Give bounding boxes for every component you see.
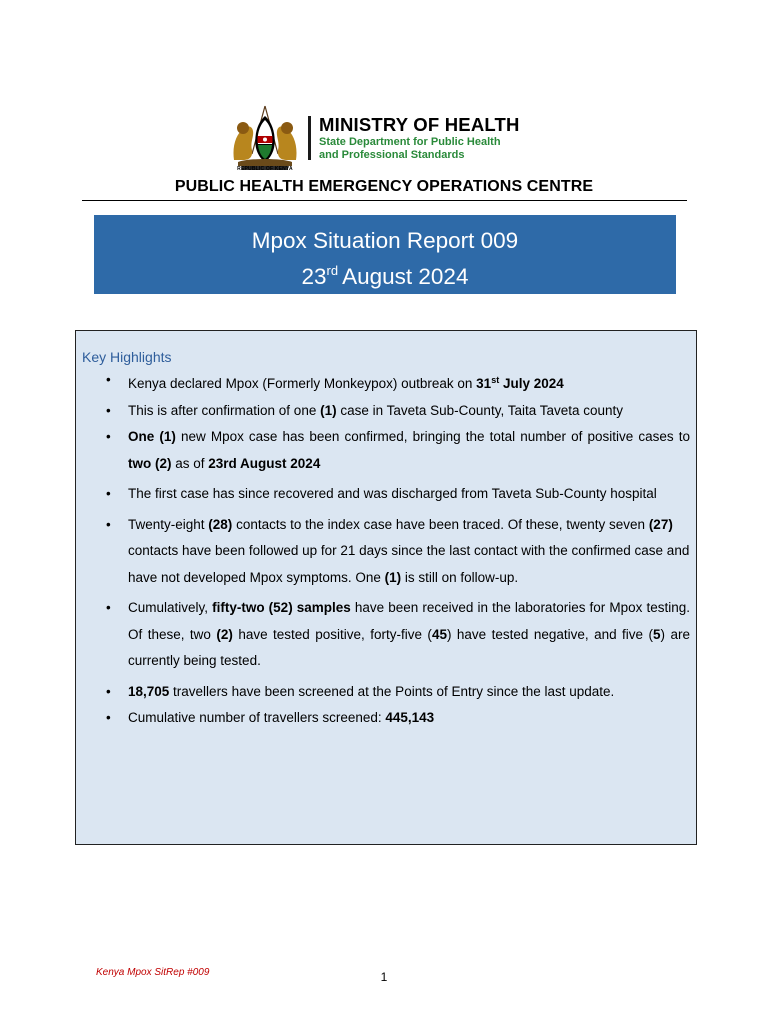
list-item: • Cumulatively, fifty-two (52) samples have been received in the laboratories for Mpox testing. Of these, two (2) have tested positive, forty-five (45) have tested negative, and five (5) are currently being tested. xyxy=(76,595,696,675)
list-item: • Kenya declared Mpox (Formerly Monkeypox) outbreak on 31st July 2024 xyxy=(76,367,696,398)
report-date-month-year: August 2024 xyxy=(342,264,469,289)
page-number: 1 xyxy=(380,970,388,984)
highlights-list xyxy=(76,367,696,732)
header-rule xyxy=(82,200,687,201)
key-highlights-heading: Key Highlights xyxy=(82,349,172,365)
ministry-name: MINISTRY OF HEALTH xyxy=(319,114,520,135)
report-date-day: 23 xyxy=(301,264,327,289)
header-divider xyxy=(308,116,311,160)
department-line-2: and Professional Standards xyxy=(319,149,465,161)
key-highlights-panel xyxy=(75,330,697,845)
report-date xyxy=(94,256,676,292)
list-item: • This is after confirmation of one (1) case in Taveta Sub-County, Taita Taveta county xyxy=(76,398,696,425)
list-item: • 18,705 travellers have been screened at the Points of Entry since the last update. xyxy=(76,679,696,706)
list-item: • One (1) new Mpox case has been confirmed, bringing the total number of positive cases to two (2) as of 23rd August 2024 xyxy=(76,424,696,477)
operations-centre-title: PUBLIC HEALTH EMERGENCY OPERATIONS CENTRE xyxy=(174,178,594,195)
department-name xyxy=(319,136,501,162)
coat-of-arms-caption: REPUBLIC OF KENYA xyxy=(237,166,293,172)
report-title: Mpox Situation Report 009 xyxy=(251,228,519,253)
kenya-coat-of-arms-icon xyxy=(228,104,302,174)
document-header xyxy=(0,100,768,170)
list-item: • Cumulative number of travellers screened: 445,143 xyxy=(76,705,696,732)
list-item: • The first case has since recovered and was discharged from Taveta Sub-County hospital xyxy=(76,481,696,508)
report-date-suffix: rd xyxy=(326,263,339,278)
report-title-banner xyxy=(94,215,676,294)
footer-report-label: Kenya Mpox SitRep #009 xyxy=(96,967,210,978)
department-line-1: State Department for Public Health xyxy=(319,136,501,148)
list-item: • Twenty-eight (28) contacts to the index case have been traced. Of these, twenty seven (27) contacts have been followed up for 21 days since the last contact with the confirmed case and have not developed Mpox symptoms. One (1) is still on follow-up. xyxy=(76,512,696,592)
